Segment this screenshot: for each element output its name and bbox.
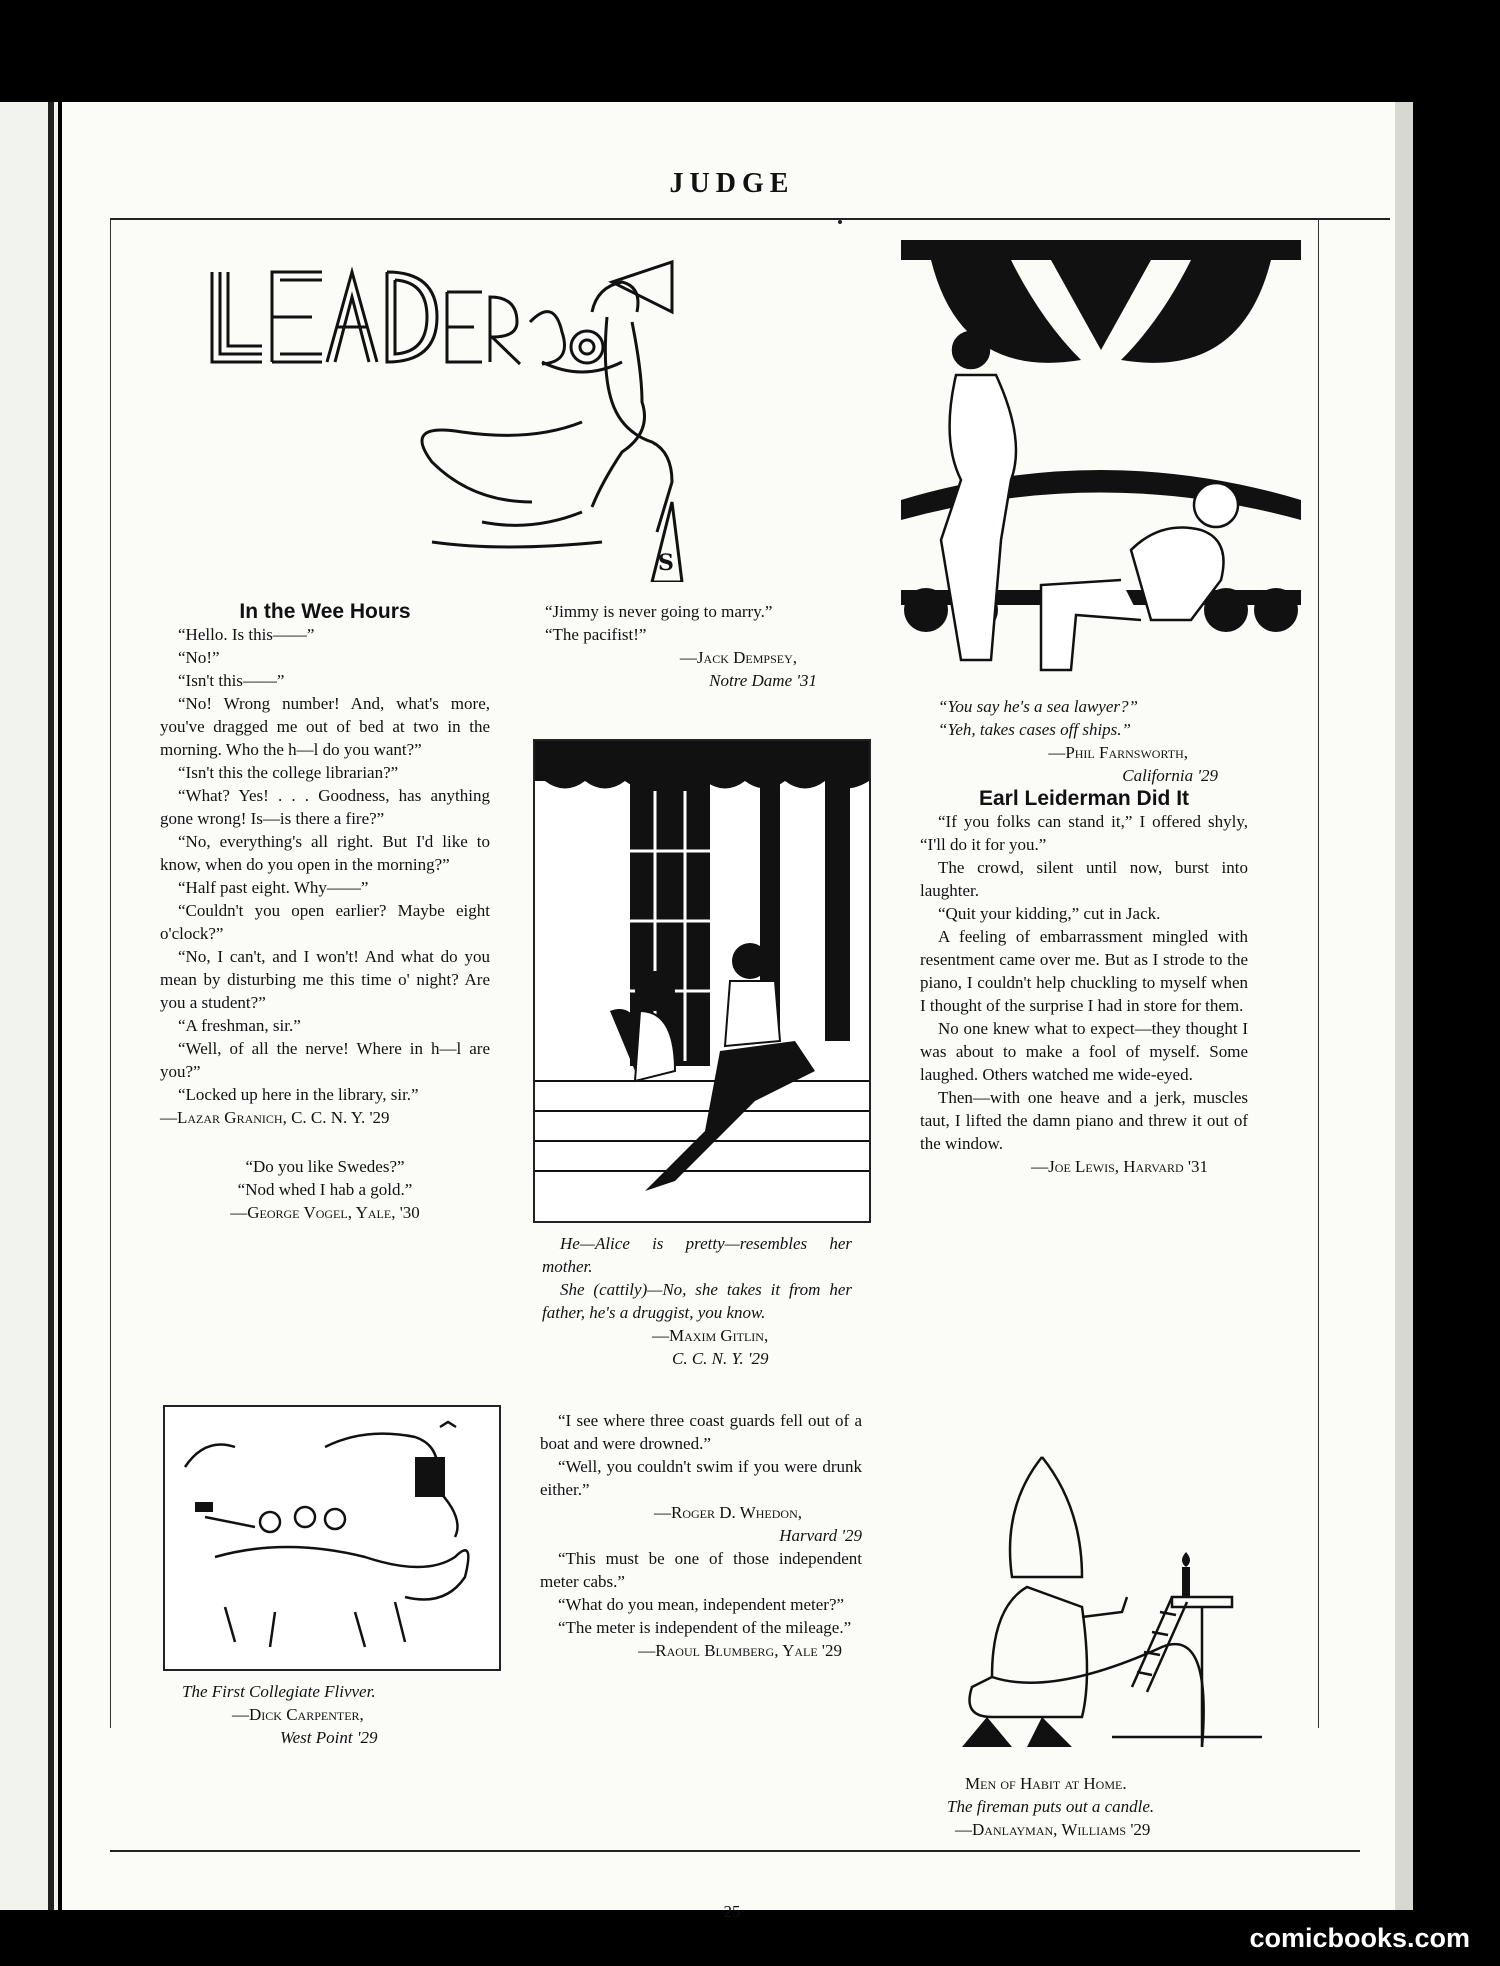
paragraph: “Locked up here in the library, sir.”	[178, 1085, 419, 1104]
wee-hours-heading: In the Wee Hours	[239, 600, 411, 623]
paragraph: “No, I can't, and I won't! And what do you mean by disturbing me this time o' night? Are you a student?”	[160, 947, 490, 1012]
blumberg-credit: —Raoul Blumberg, Yale '29	[638, 1641, 842, 1660]
porch-credit-school: C. C. N. Y. '29	[672, 1349, 769, 1368]
swedes-credit: —George Vogel, Yale, '30	[230, 1203, 420, 1222]
paragraph: “What do you mean, independent meter?”	[558, 1595, 845, 1614]
paragraph: “The meter is independent of the mileage.”	[558, 1618, 852, 1637]
paragraph: Then—with one heave and a jerk, muscles taut, I lifted the damn piano and threw it out of the window.	[920, 1088, 1248, 1153]
bottom-rule	[110, 1850, 1360, 1852]
paragraph: “If you folks can stand it,” I offered shyly, “I'll do it for you.”	[920, 812, 1248, 854]
fireman-credit: —Danlayman, Williams '29	[955, 1820, 1151, 1839]
paragraph: “No, everything's all right. But I'd like to know, when do you open in the morning?”	[160, 832, 490, 874]
joke-line: “Nod whed I hab a gold.”	[237, 1180, 413, 1199]
farnsworth-school: California '29	[1122, 766, 1218, 785]
lawyer-caption-line: “Yeh, takes cases off ships.”	[938, 720, 1132, 739]
paragraph: “A freshman, sir.”	[178, 1016, 301, 1035]
page-number: 25	[723, 1902, 741, 1921]
wee-hours-credit: —Lazar Granich, C. C. N. Y. '29	[160, 1108, 390, 1127]
porch-caption-he: He—Alice is pretty—resembles her mother.	[542, 1234, 852, 1276]
page-right-edge	[1395, 102, 1413, 1910]
flivver-credit-name: —Dick Carpenter,	[232, 1705, 364, 1724]
watermark: comicbooks.com	[1249, 1923, 1470, 1953]
paragraph: “Half past eight. Why——”	[178, 878, 369, 897]
paragraph: “No! Wrong number! And, what's more, you've dragged me out of bed at two in the morning. Who the h—l do you want?”	[160, 694, 490, 759]
leiderman-heading: Earl Leiderman Did It	[978, 787, 1190, 810]
adjacent-page-edge	[0, 102, 58, 1910]
paragraph: No one knew what to expect—they thought I was about to make a fool of myself. Some laughed. Others watched me wide-eyed.	[920, 1019, 1248, 1084]
paragraph: “The pacifist!”	[545, 625, 647, 644]
paragraph: “Well, you couldn't swim if you were drunk either.”	[540, 1457, 862, 1499]
paragraph: A feeling of embarrassment mingled with resentment came over me. But as I strode to the piano, I couldn't help chuckling to myself when I thought of the surprise I had in store for them.	[920, 927, 1248, 1015]
whedon-school: Harvard '29	[779, 1526, 862, 1545]
farnsworth-credit: —Phil Farnsworth,	[1048, 743, 1188, 762]
fireman-caption	[947, 1772, 1267, 1841]
joke-line: “Do you like Swedes?”	[245, 1157, 405, 1176]
paragraph: “Hello. Is this——”	[178, 625, 315, 644]
dempsey-school: Notre Dame '31	[709, 671, 817, 690]
paragraph: “Jimmy is never going to marry.”	[545, 602, 773, 621]
lawyer-caption-line: “You say he's a sea lawyer?”	[938, 697, 1138, 716]
paragraph: “No!”	[178, 648, 220, 667]
page-frame	[110, 218, 1319, 1728]
fireman-caption-title: Men of Habit at Home.	[965, 1774, 1127, 1793]
magazine-page	[62, 102, 1402, 1921]
porch-credit-name: —Maxim Gitlin,	[652, 1326, 769, 1345]
svg-text:S: S	[658, 550, 674, 576]
paragraph: “Quit your kidding,” cut in Jack.	[938, 904, 1161, 923]
paragraph: “I see where three coast guards fell out of a boat and were drowned.”	[540, 1411, 862, 1453]
paragraph: “What? Yes! . . . Goodness, has anything gone wrong! Is—is there a fire?”	[160, 786, 490, 828]
masthead: JUDGE	[669, 168, 795, 199]
paragraph: “Well, of all the nerve! Where in h—l are you?”	[160, 1039, 490, 1081]
whedon-credit: —Roger D. Whedon,	[653, 1503, 802, 1522]
flivver-caption-title: The First Collegiate Flivver.	[182, 1682, 376, 1701]
fireman-caption-text: The fireman puts out a candle.	[947, 1797, 1155, 1816]
lewis-credit: —Joe Lewis, Harvard '31	[1031, 1157, 1208, 1176]
dempsey-credit: —Jack Dempsey,	[679, 648, 797, 667]
paragraph: “Isn't this the college librarian?”	[178, 763, 399, 782]
paragraph: The crowd, silent until now, burst into laughter.	[920, 858, 1248, 900]
porch-caption-she: She (cattily)—No, she takes it from her father, he's a druggist, you know.	[542, 1280, 852, 1322]
paragraph: “Couldn't you open earlier? Maybe eight o'clock?”	[160, 901, 490, 943]
paragraph: “Isn't this——”	[178, 671, 285, 690]
flivver-credit-school: West Point '29	[280, 1728, 378, 1747]
paragraph: “This must be one of those independent meter cabs.”	[540, 1549, 862, 1591]
